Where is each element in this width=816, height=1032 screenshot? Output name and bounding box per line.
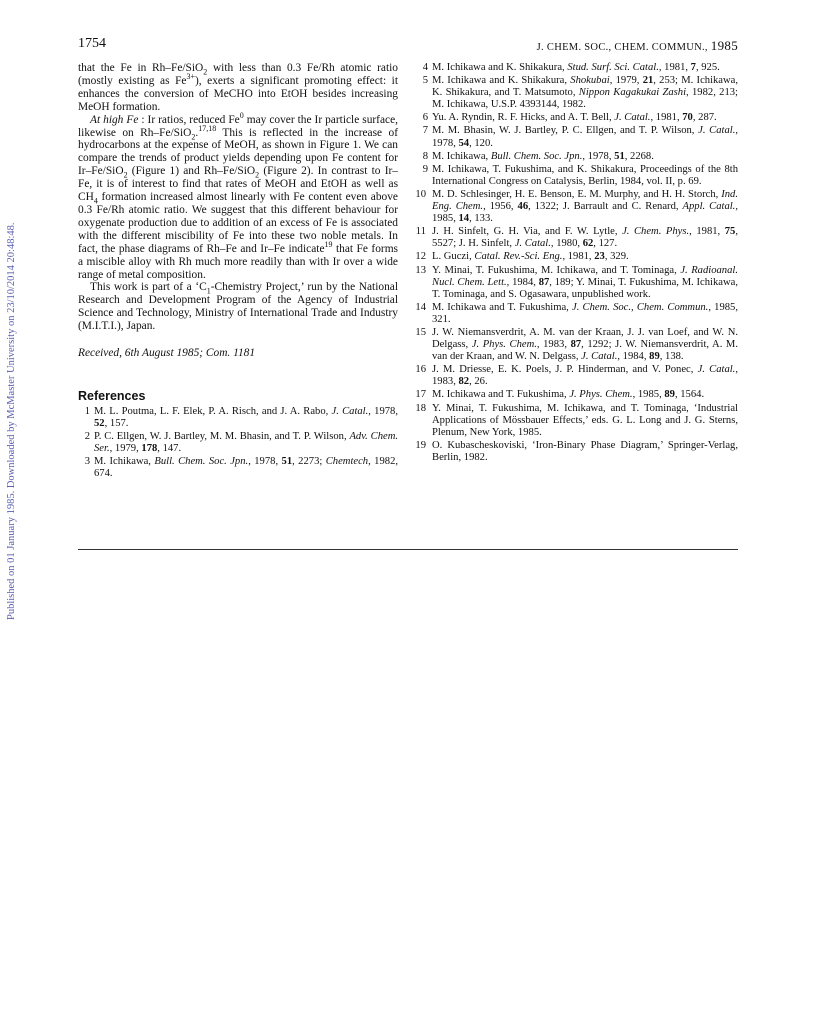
- journal-name: J. CHEM. SOC., CHEM. COMMUN.,: [536, 42, 708, 53]
- reference-number: 11: [415, 226, 426, 238]
- body-paragraph-3: This work is part of a ‘$C_1$-Chemistry Project,’ run by the National Research and Development Program of the Agency of Industrial Science and Technology, Ministry of International Trade and Industry (M.I.T.I.), Japan.: [78, 281, 398, 333]
- reference-number: 6: [422, 112, 428, 124]
- download-watermark: [6, 200, 22, 620]
- reference-text: M. Ichikawa, T. Fukushima, and K. Shikakura, Proceedings of the 8th International Congress on Catalysis, Berlin, 1984, vol. II, p. 69.: [432, 163, 738, 187]
- reference-number: 5: [422, 75, 428, 87]
- reference-text: Y. Minai, T. Fukushima, M. Ichikawa, and T. Tominaga, ‘Industrial Applications of Mössbauer Effects,’ eds. G. L. Long and J. G. Sterns, Plenum, New York, 1985.: [432, 402, 738, 438]
- reference-text: P. C. Ellgen, W. J. Bartley, M. M. Bhasin, and T. P. Wilson, Adv. Chem. Ser., 1979, 178, 147.: [94, 431, 398, 455]
- page-number: 1754: [78, 36, 106, 51]
- reference-item: [416, 125, 738, 149]
- reference-item: [416, 164, 738, 188]
- reference-text: M. Ichikawa and T. Fukushima, J. Chem. Soc., Chem. Commun., 1985, 321.: [432, 301, 738, 325]
- reference-number: 1: [84, 405, 90, 417]
- reference-item: [416, 364, 738, 388]
- references-heading: References: [78, 388, 146, 403]
- reference-item: [78, 431, 398, 455]
- reference-number: 12: [415, 251, 426, 263]
- journal-year: 1985: [710, 38, 738, 53]
- reference-item: [416, 251, 738, 263]
- body-paragraph-2: At high Fe : Ir ratios, reduced Fe$^0$ may cover the Ir particle surface, likewise on Rh–Fe/SiO$_2$.$^{17,18}$ This is reflected in the increase of hydrocarbons at the expense of MeOH, as shown in Figure 1. We can compare the trends of product yields depending upon Fe content for Ir–Fe/SiO$_2$ (Figure 1) and Rh–Fe/SiO$_2$ (Figure 2). In contrast to Ir–Fe, it is of interest to find that rates of MeOH and EtOH as well as $CH_4$ formation increased almost linearly with Fe content even above 0.3 Fe/Rh atomic ratio. We suggest that this different behaviour for oxygenate production due to addition of an excess of Fe is associated with the different miscibility of Fe into these two noble metals. In fact, the phase diagrams of Rh–Fe and Ir–Fe indicate$^{19}$ that Fe forms a miscible alloy with Rh much more readily than with Ir over a wide range of metal composition.: [78, 110, 398, 281]
- reference-text: J. W. Niemansverdrit, A. M. van der Kraan, J. J. van Loef, and W. N. Delgass, J. Phys. Chem., 1983, 87, 1292; J. W. Niemansverdrit, A. M. van der Kraan, and W. N. Delgass, J. Catal., 1984, 89, 138.: [432, 326, 739, 363]
- reference-item: [416, 62, 738, 74]
- body-paragraph-1: that the Fe in Rh–Fe/SiO$_2$ with less than 0.3 Fe/Rh atomic ratio (mostly existing as $Fe^{3+}$), exerts a significant promoting effect: it enhances the conversion of MeCHO into EtOH besides increasing MeOH formation.: [78, 62, 399, 113]
- reference-number: 2: [84, 431, 90, 443]
- reference-number: 15: [415, 326, 426, 338]
- reference-text: M. Ichikawa and K. Shikakura, Stud. Surf. Sci. Catal., 1981, 7, 925.: [432, 62, 720, 73]
- right-column: [416, 62, 738, 465]
- received-line: Received, 6th August 1985; Com. 1181: [78, 347, 256, 360]
- reference-number: 19: [415, 439, 426, 451]
- reference-number: 14: [415, 301, 426, 313]
- reference-text: M. L. Poutma, L. F. Elek, P. A. Risch, and J. A. Rabo, J. Catal., 1978, 52, 157.: [94, 405, 398, 429]
- reference-item: [416, 302, 738, 326]
- reference-number: 4: [422, 62, 428, 73]
- reference-text: M. M. Bhasin, W. J. Bartley, P. C. Ellgen, and T. P. Wilson, J. Catal., 1978, 54, 120.: [432, 125, 738, 149]
- reference-number: 16: [415, 364, 426, 376]
- reference-text: M. Ichikawa, Bull. Chem. Soc. Jpn., 1978, 51, 2273; Chemtech, 1982, 674.: [94, 456, 399, 480]
- reference-item: [416, 189, 738, 225]
- reference-item: [78, 406, 398, 430]
- reference-item: [416, 75, 738, 111]
- reference-item: [416, 151, 738, 163]
- reference-item: [416, 265, 738, 301]
- reference-item: [416, 440, 738, 464]
- reference-text: M. Ichikawa, Bull. Chem. Soc. Jpn., 1978, 51, 2268.: [432, 150, 654, 162]
- reference-number: 13: [415, 264, 426, 276]
- reference-item: [416, 389, 738, 401]
- reference-number: 7: [422, 125, 428, 137]
- reference-text: J. M. Driesse, E. K. Poels, J. P. Hinderman, and V. Ponec, J. Catal., 1983, 82, 26.: [432, 364, 738, 388]
- reference-number: 10: [415, 188, 426, 200]
- reference-item: [416, 226, 738, 250]
- reference-number: 17: [415, 389, 426, 401]
- left-column: [78, 62, 398, 481]
- reference-text: Y. Minai, T. Fukushima, M. Ichikawa, and T. Tominaga, J. Radioanal. Nucl. Chem. Lett., 1984, 87, 189; Y. Minai, T. Fukushima, M. Ichikawa, T. Tominaga, and S. Ogasawara, unpublished work.: [432, 264, 738, 300]
- reference-list-right: [416, 62, 738, 464]
- reference-item: [78, 456, 398, 480]
- journal-running-head: [537, 38, 738, 54]
- reference-item: [416, 112, 738, 124]
- reference-text: L. Guczi, Catal. Rev.-Sci. Eng., 1981, 23, 329.: [432, 251, 629, 263]
- reference-number: 9: [422, 163, 428, 175]
- download-watermark-text: Published on 01 January 1985. Downloaded by McMaster University on 23/10/2014 20:48:48.: [6, 222, 17, 620]
- reference-item: [416, 327, 738, 363]
- reference-number: 8: [422, 150, 428, 162]
- reference-text: M. Ichikawa and K. Shikakura, Shokubai, 1979, 21, 253; M. Ichikawa, K. Shikakura, and T. Matsumoto, Nippon Kagakukai Zashi, 1982, 213; M. Ichikawa, U.S.P. 4393144, 1982.: [432, 75, 739, 111]
- reference-list-left: [78, 406, 398, 481]
- page-header: [78, 36, 738, 58]
- reference-text: Yu. A. Ryndin, R. F. Hicks, and A. T. Bell, J. Catal., 1981, 70, 287.: [432, 112, 717, 124]
- footer-rule: [78, 549, 738, 550]
- reference-text: O. Kubascheskoviski, ‘Iron-Binary Phase Diagram,’ Springer-Verlag, Berlin, 1982.: [432, 439, 738, 463]
- reference-item: [416, 403, 738, 439]
- reference-text: J. H. Sinfelt, G. H. Via, and F. W. Lytle, J. Chem. Phys., 1981, 75, 5527; J. H. Sinfelt, J. Catal., 1980, 62, 127.: [432, 226, 738, 250]
- reference-text: M. D. Schlesinger, H. E. Benson, E. M. Murphy, and H. H. Storch, Ind. Eng. Chem., 1956, 46, 1322; J. Barrault and C. Renard, Appl. Catal., 1985, 14, 133.: [432, 188, 738, 225]
- reference-number: 18: [415, 402, 426, 414]
- reference-text: M. Ichikawa and T. Fukushima, J. Phys. Chem., 1985, 89, 1564.: [432, 389, 705, 401]
- reference-number: 3: [84, 456, 90, 468]
